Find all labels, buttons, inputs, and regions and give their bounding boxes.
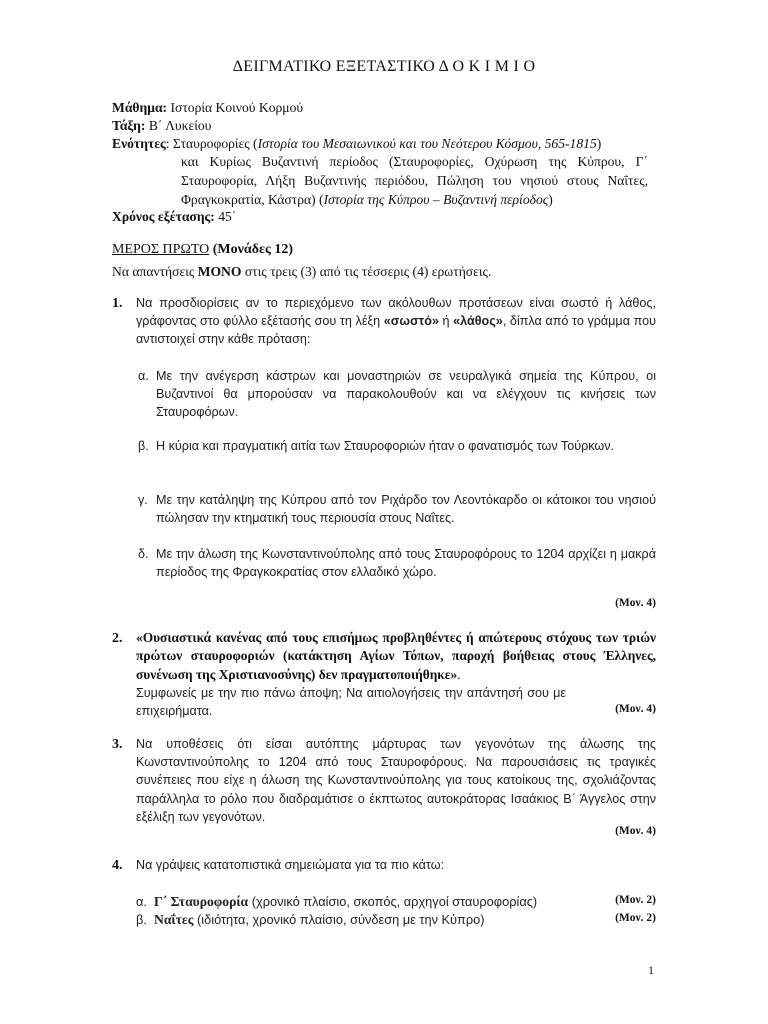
page-number: 1 [648, 963, 654, 977]
part-marks: (Μονάδες 12) [209, 242, 294, 257]
q4-number: 4. [112, 858, 123, 873]
q1-marks: (Μον. 4) [615, 597, 656, 609]
q1-number: 1. [112, 296, 123, 311]
part-instructions: Να απαντήσεις ΜΟΝΟ στις τρεις (3) από τις τέσσερις (4) ερωτήσεις. [112, 264, 492, 279]
subject-label: Μάθημα: [112, 100, 168, 115]
q2-marks: (Μον. 4) [615, 703, 656, 715]
part-heading [112, 240, 658, 259]
q2-text: Συμφωνείς με την πιο πάνω άποψη; Να αιτιολογήσεις την απάντησή σου με επιχειρήματα. [136, 686, 566, 719]
time-value: 45΄ [214, 209, 237, 224]
q3-number: 3. [112, 737, 123, 752]
q3-text: Να υποθέσεις ότι είσαι αυτόπτης μάρτυρας των γεγονότων της άλωσης της Κωνσταντινούπολης το 1204 από τους Σταυροφόρους. Να παρουσιάσεις τις τραγικές συνέπειες που είχε η άλωση της Κωνσταντινούπολης για τους κατοίκους της, σχολιάζοντας παράλληλα το ρόλο που διαδραμάτισε ο έκπτωτος αυτοκράτορας Ισαάκιος Β΄ Άγγελος στην εξέλιξη των γεγονότων. [136, 737, 656, 824]
class-label: Τάξη: [112, 118, 146, 133]
subject-value: Ιστορία Κοινού Κορμού [167, 100, 304, 115]
q1-item-c: γ. Με την κατάληψη της Κύπρου από τον Ριχάρδο τον Λεοντόκαρδο οι κάτοικοι του νησιού πώλησαν την κτηματική τους περιουσία στους Ναΐτες. [138, 493, 656, 526]
q3-marks: (Μον. 4) [615, 825, 656, 837]
q2-quote: «Ουσιαστικά κανένας από τους επισήμως προβληθέντες ή απώτερους στόχους των τριών πρώτων σταυροφοριών (κατάκτηση Αγίων Τόπων, παροχή βοήθειας στους Έλληνες, συνένωση της Χριστιανοσύνης) δεν πραγματοποιήθηκε». [136, 630, 656, 682]
q2-number: 2. [112, 631, 123, 646]
units-label: Ενότητες [112, 136, 166, 151]
part-title: ΜΕΡΟΣ ΠΡΩΤΟ [112, 242, 210, 257]
class-value: Β΄ Λυκείου [145, 118, 212, 133]
q4-item-b-marks: (Μον. 2) [615, 912, 656, 924]
q1-text: Να προσδιορίσεις αν το περιεχόμενο των ακόλουθων προτάσεων είναι σωστό ή λάθος, γράφοντας στο φύλλο εξέτασής σου τη λέξη «σωστό» ή «λάθος», δίπλα από το γράμμα που αντιστοιχεί στην κάθε πρόταση: [136, 296, 656, 347]
q4-item-b: β. Ναΐτες (ιδιότητα, χρονικό πλαίσιο, σύνδεση με την Κύπρο) [136, 912, 485, 927]
q1-item-a: α. Με την ανέγερση κάστρων και μοναστηριών σε νευραλγικά σημεία της Κύπρου, οι Βυζαντινοί θα μπορούσαν να παρακολουθούν και να ελέγχουν τις κινήσεις των Σταυροφόρων. [138, 369, 656, 420]
subject-line [112, 98, 658, 117]
q1-item-b: β. Η κύρια και πραγματική αιτία των Σταυροφοριών ήταν ο φανατισμός των Τούρκων. [138, 439, 615, 453]
units-continuation: και Κυρίως Βυζαντινή περίοδος (Σταυροφορίες, Οχύρωση της Κύπρου, Γ΄ Σταυροφορία, Λήξη Βυζαντινής περιόδου, Πώληση του νησιού στους Ναΐτες, Φραγκοκρατία, Κάστρα) (Ιστορία της Κύπρου – Βυζαντινή περίοδος) [181, 154, 648, 207]
document-title: ΔΕΙΓΜΑΤΙΚΟ ΕΞΕΤΑΣΤΙΚΟ Δ Ο Κ Ι Μ Ι Ο [232, 58, 536, 75]
class-line [112, 116, 658, 135]
units-line: Ενότητες: Σταυροφορίες (Ιστορία του Μεσαιωνικού και του Νεότερου Κόσμου, 565-1815) [112, 136, 602, 151]
time-label: Χρόνος εξέτασης: [112, 209, 215, 224]
time-line [112, 207, 658, 226]
q4-item-a-marks: (Μον. 2) [615, 894, 656, 906]
q1-item-d: δ. Με την άλωση της Κωνσταντινούπολης από τους Σταυροφόρους το 1204 αρχίζει η μακρά περίοδος της Φραγκοκρατίας στον ελλαδικό χώρο. [138, 547, 656, 580]
q4-text: Να γράψεις κατατοπιστικά σημειώματα για τα πιο κάτω: [136, 858, 445, 872]
q4-item-a: α. Γ΄ Σταυροφορία (χρονικό πλαίσιο, σκοπός, αρχηγοί σταυροφορίας) [136, 894, 538, 909]
